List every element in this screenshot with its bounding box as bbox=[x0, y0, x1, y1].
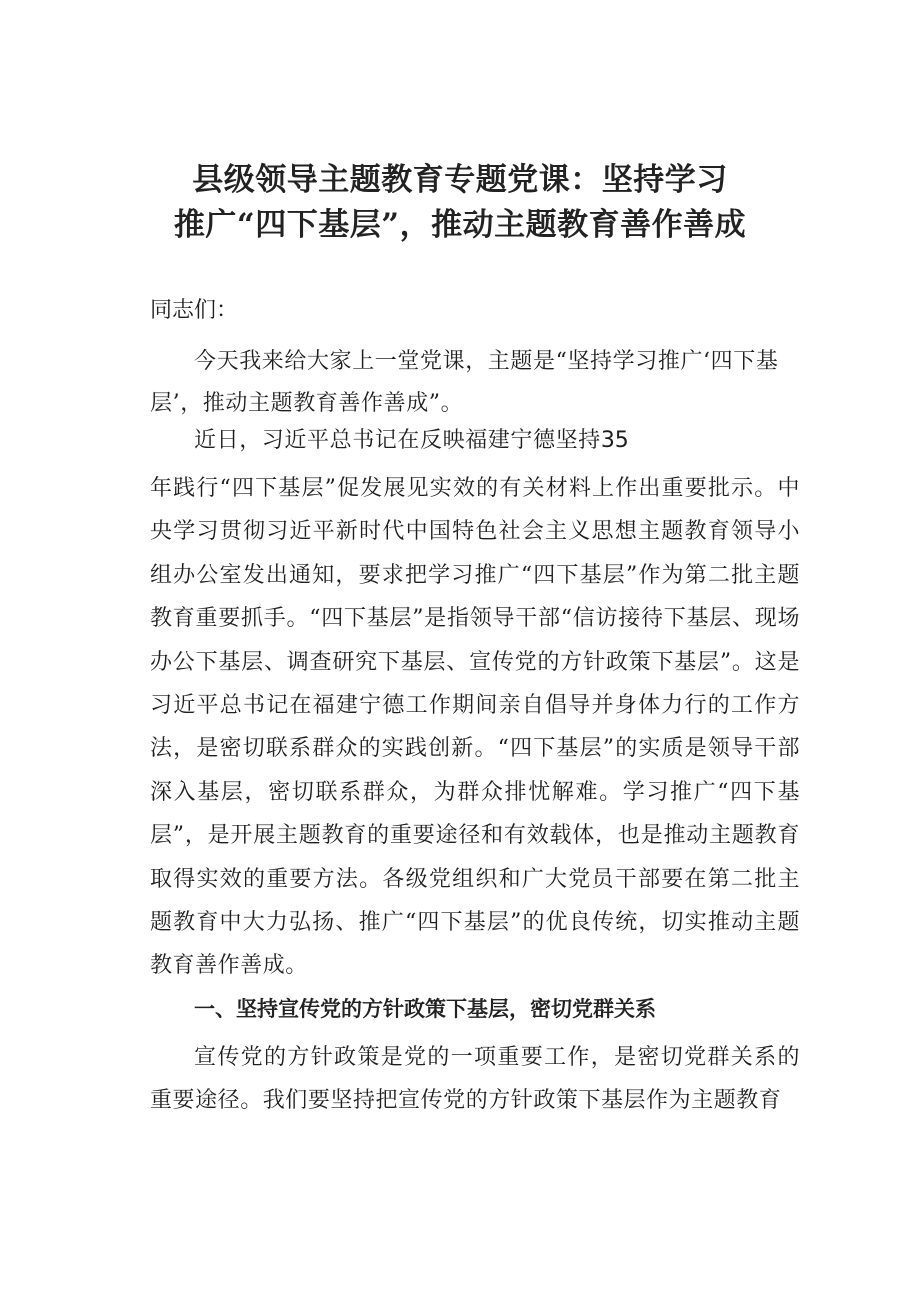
paragraph-background-number: 35 bbox=[600, 428, 629, 453]
section-heading-1: 一、坚持宣传党的方针政策下基层，密切党群关系 bbox=[194, 997, 656, 1021]
paragraph-background-opening bbox=[150, 426, 800, 456]
paragraph-intro: 今天我来给大家上一堂党课，主题是“坚持学习推广‘四下基层’，推动主题教育善作善成”。 bbox=[150, 349, 779, 416]
paragraph-section-1: 宣传党的方针政策是党的一项重要工作，是密切党群关系的重要途径。我们要坚持把宣传党的方针政策下基层作为主题教育 bbox=[150, 1045, 800, 1113]
salutation: 同志们： bbox=[150, 298, 239, 323]
document-title-line-2: 推广“四下基层”，推动主题教育善作善成 bbox=[173, 207, 747, 243]
paragraph-background-start: 近日，习近平总书记在反映福建宁德坚持 bbox=[194, 428, 601, 453]
paragraph-background-body: 年践行“四下基层”促发展见实效的有关材料上作出重要批示。中央学习贯彻习近平新时代中国特色社会主义思想主题教育领导小组办公室发出通知，要求把学习推广“四下基层”作为第二批主题教育重要抓手。“四下基层”是指领导干部“信访接待下基层、现场办公下基层、调查研究下基层、宣传党的方针政策下基层”。这是习近平总书记在福建宁德工作期间亲自倡导并身体力行的工作方法，是密切联系群众的实践创新。“四下基层”的实质是领导干部深入基层，密切联系群众，为群众排忧解难。学习推广“四下基层”，是开展主题教育的重要途径和有效载体，也是推动主题教育取得实效的重要方法。各级党组织和广大党员干部要在第二批主题教育中大力弘扬、推广“四下基层”的优良传统，切实推动主题教育善作善成。 bbox=[150, 476, 800, 979]
document-title-line-1: 县级领导主题教育专题党课：坚持学习 bbox=[192, 162, 728, 198]
